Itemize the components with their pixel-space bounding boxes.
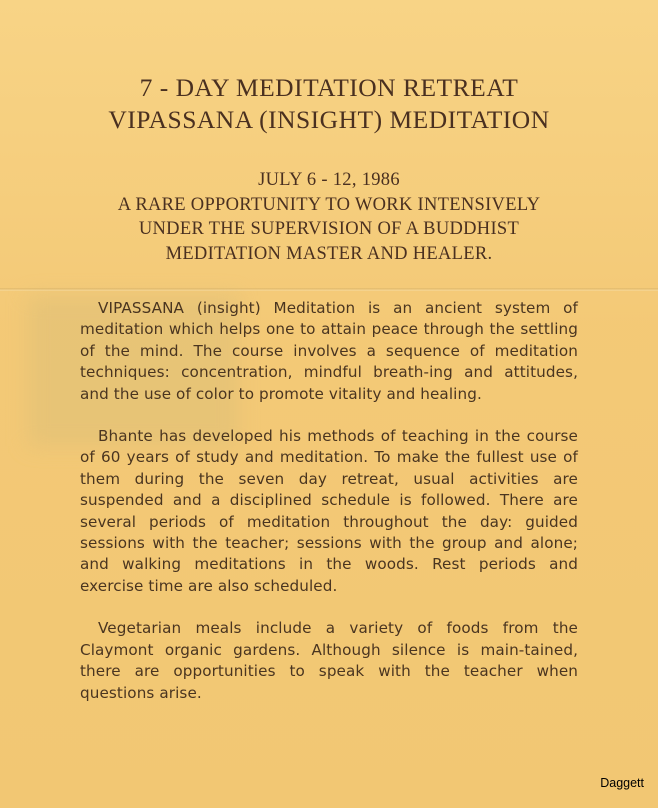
- event-dates: JULY 6 - 12, 1986: [258, 170, 400, 190]
- subheader-line-3: MEDITATION MASTER AND HEALER.: [165, 243, 493, 264]
- fold-line: [0, 288, 658, 291]
- paragraph-meals: Vegetarian meals include a variety of foods from the Claymont organic gardens. Although silence is main-tained, there are opportunities to speak with the teacher when questions arise.: [80, 619, 578, 702]
- title-line-2: VIPASSANA (INSIGHT) MEDITATION: [108, 105, 550, 134]
- subheader-line-1: A RARE OPPORTUNITY TO WORK INTENSIVELY: [117, 194, 541, 215]
- signature-label: Daggett: [600, 776, 644, 790]
- subheader-line-2: UNDER THE SUPERVISION OF A BUDDHIST: [138, 219, 520, 239]
- paragraph-intro: VIPASSANA (insight) Meditation is an ancient system of meditation which helps one to attain peace through the settling of the mind. The course involves a sequence of meditation techniques: concentration, mindful breath-ing and attitudes, and the use of color to promote vitality and healing.: [80, 299, 578, 403]
- subheader: [0, 168, 658, 266]
- paragraph-schedule: Bhante has developed his methods of teaching in the course of 60 years of study and meditation. To make the fullest use of them during the seven day retreat, usual activities are suspended and a disciplined schedule is followed. There are several periods of meditation throughout the day: guided sessions with the teacher; sessions with the group and alone; and walking meditations in the woods. Rest periods and exercise time are also scheduled.: [80, 427, 578, 595]
- title-line-1: 7 - DAY MEDITATION RETREAT: [139, 73, 519, 102]
- document-header: [0, 72, 658, 136]
- body-text: [80, 298, 578, 725]
